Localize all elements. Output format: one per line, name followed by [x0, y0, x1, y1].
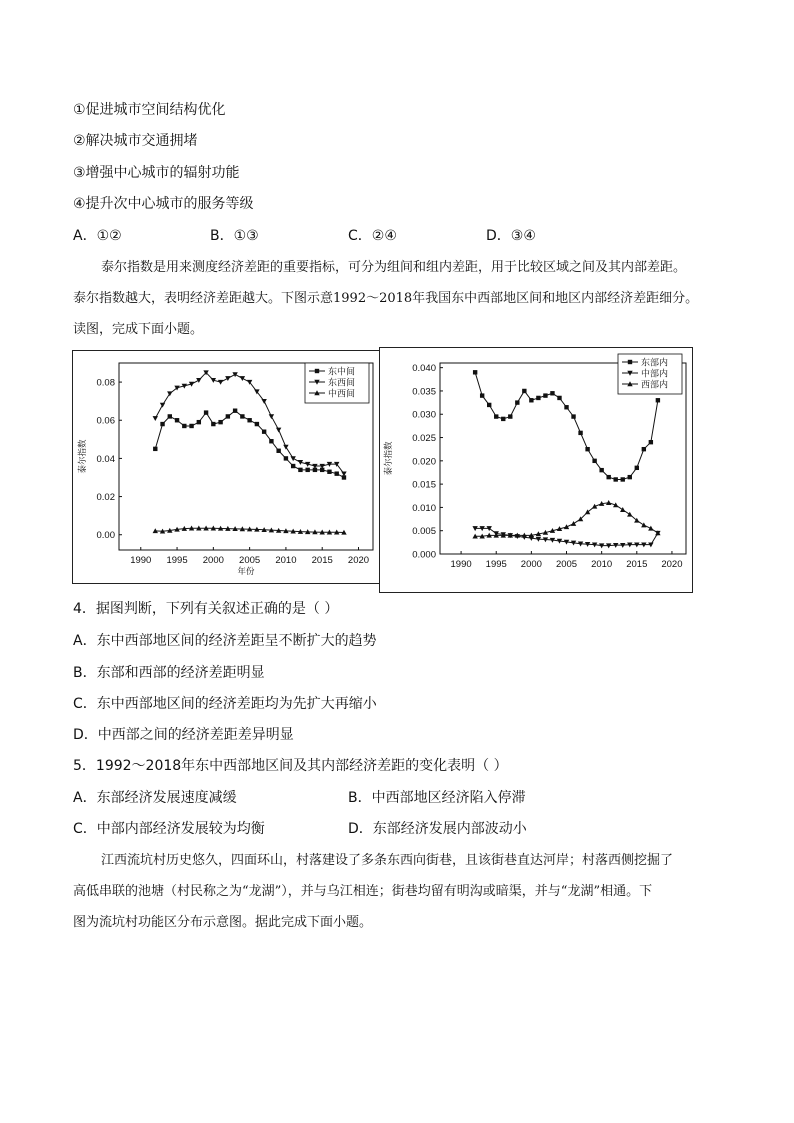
prev-option-a: A．①②: [73, 228, 122, 244]
data-point: [649, 440, 653, 444]
data-point: [635, 466, 639, 470]
y-tick-label: 0.08: [96, 377, 115, 389]
data-point: [529, 398, 533, 402]
data-point: [218, 380, 223, 385]
data-point: [276, 428, 281, 433]
data-point: [218, 420, 222, 424]
data-point: [291, 464, 295, 468]
legend-entry: 东西间: [328, 377, 356, 388]
data-point: [284, 456, 288, 460]
x-tick-label: 1990: [450, 559, 472, 570]
q5-option-c: C．中部内部经济发展较为均衡: [73, 821, 265, 837]
data-point: [153, 447, 157, 451]
x-tick-label: 2010: [591, 559, 613, 570]
q4-option-b: B．东部和西部的经济差距明显: [73, 665, 265, 681]
outro-line-1: 江西流坑村历史悠久，四面环山，村落建设了多条东西向街巷，且该街巷直达河岸；村落西侧挖掘了: [101, 853, 674, 868]
data-point: [557, 396, 561, 400]
data-point: [564, 524, 569, 529]
data-point: [261, 399, 266, 404]
q4-option-c: C．东中西部地区间的经济差距均为先扩大再缩小: [73, 696, 377, 712]
y-tick-label: 0.015: [412, 479, 436, 491]
data-point: [621, 477, 625, 481]
data-point: [153, 416, 158, 421]
x-tick-label: 2020: [661, 559, 683, 570]
x-tick-label: 2015: [311, 555, 333, 566]
data-point: [247, 418, 251, 422]
x-tick-label: 1995: [166, 555, 188, 566]
data-point: [641, 522, 646, 527]
x-tick-label: 2005: [555, 559, 578, 570]
data-point: [515, 400, 519, 404]
y-tick-label: 0.02: [96, 492, 115, 504]
data-point: [276, 449, 280, 453]
data-point: [262, 429, 266, 433]
intro-line-3: 读图，完成下面小题。: [73, 322, 204, 337]
y-tick-label: 0.000: [412, 549, 436, 561]
data-point: [204, 410, 208, 414]
data-point: [335, 471, 339, 475]
data-point: [160, 422, 164, 426]
data-point: [269, 439, 273, 443]
y-tick-label: 0.04: [96, 453, 115, 465]
legend-entry: 东部内: [641, 357, 669, 368]
data-point: [225, 376, 230, 381]
data-point: [189, 424, 193, 428]
data-point: [232, 372, 237, 377]
data-point: [255, 422, 259, 426]
x-tick-label: 1995: [485, 559, 507, 570]
y-tick-label: 0.020: [412, 456, 436, 468]
data-point: [160, 403, 165, 408]
data-point: [536, 396, 540, 400]
data-point: [473, 370, 477, 374]
chart-intraregional-svg: [380, 348, 692, 592]
y-tick-label: 0.035: [412, 386, 436, 398]
data-point: [167, 391, 172, 396]
legend-marker: [315, 369, 319, 373]
q4-stem: 4．据图判断，下列有关叙述正确的是（ ）: [73, 601, 339, 617]
data-point: [585, 447, 589, 451]
y-tick-label: 0.06: [96, 415, 115, 427]
data-point: [543, 393, 547, 397]
stem-line-1: ①促进城市空间结构优化: [73, 102, 226, 118]
stem-line-4: ④提升次中心城市的服务等级: [73, 196, 254, 212]
legend-entry: 西部内: [641, 379, 669, 390]
x-tick-label: 2010: [275, 555, 297, 566]
q5-option-a: A．东部经济发展速度减缓: [73, 790, 237, 806]
y-tick-label: 0.005: [412, 526, 436, 538]
y-tick-label: 0.025: [412, 433, 436, 445]
data-point: [656, 398, 660, 402]
q4-option-a: A．东中西部地区间的经济差距呈不断扩大的趋势: [73, 633, 377, 649]
x-tick-label: 2020: [347, 555, 370, 566]
x-tick-label: 2005: [239, 555, 261, 566]
data-point: [599, 468, 603, 472]
outro-line-3: 图为流坑村功能区分布示意图。据此完成下面小题。: [73, 915, 373, 930]
data-point: [182, 424, 186, 428]
data-point: [571, 414, 575, 418]
legend-entry: 中部内: [641, 368, 669, 379]
data-point: [642, 447, 646, 451]
stem-line-2: ②解决城市交通拥堵: [73, 133, 198, 149]
data-point: [606, 475, 610, 479]
chart-interregional-svg: [73, 351, 379, 583]
data-point: [487, 403, 491, 407]
intro-line-1: 泰尔指数是用来测度经济差距的重要指标，可分为组间和组内差距，用于比较区域之间及其内部差距。: [101, 260, 687, 275]
chart-intraregional: [379, 347, 693, 593]
data-point: [290, 456, 295, 461]
stem-line-3: ③增强中心城市的辐射功能: [73, 165, 240, 181]
legend-entry: 中西间: [328, 388, 356, 399]
data-point: [327, 470, 331, 474]
q5-stem: 5．1992～2018年东中西部地区间及其内部经济差距的变化表明（ ）: [73, 758, 508, 774]
data-point: [211, 422, 215, 426]
series-line-2: [475, 503, 658, 537]
prev-option-b: B．①③: [210, 228, 259, 244]
data-point: [522, 389, 526, 393]
data-point: [564, 405, 568, 409]
x-tick-label: 2015: [626, 559, 648, 570]
q4-option-d: D．中西部之间的经济差距差异明显: [73, 727, 294, 743]
data-point: [298, 468, 302, 472]
data-point: [627, 512, 632, 517]
data-point: [550, 391, 554, 395]
data-point: [240, 414, 244, 418]
q5-option-d: D．东部经济发展内部波动小: [348, 821, 527, 837]
data-point: [620, 507, 625, 512]
data-point: [628, 475, 632, 479]
data-point: [168, 414, 172, 418]
data-point: [269, 414, 274, 419]
data-point: [571, 521, 576, 526]
outro-line-2: 高低串联的池塘（村民称之为“龙湖”），并与乌江相连；街巷均留有明沟或暗渠，并与“龙湖”相通。下: [73, 884, 653, 899]
data-point: [508, 414, 512, 418]
data-point: [197, 420, 201, 424]
data-point: [283, 445, 288, 450]
y-tick-label: 0.00: [96, 530, 115, 542]
data-point: [305, 468, 309, 472]
x-tick-label: 2000: [202, 555, 224, 566]
data-point: [494, 414, 498, 418]
prev-option-d: D．③④: [486, 228, 536, 244]
data-point: [578, 431, 582, 435]
x-tick-label: 1990: [130, 555, 152, 566]
data-point: [648, 526, 653, 531]
data-point: [196, 378, 201, 383]
intro-line-2: 泰尔指数越大，表明经济差距越大。下图示意1992～2018年我国东中西部地区间和地区内部经济差距细分。: [73, 291, 699, 306]
chart-interregional: [72, 350, 380, 584]
data-point: [614, 477, 618, 481]
y-tick-label: 0.040: [412, 363, 436, 375]
x-axis-label: 年份: [237, 566, 255, 576]
data-point: [501, 417, 505, 421]
y-tick-label: 0.030: [412, 409, 436, 421]
data-point: [175, 418, 179, 422]
y-tick-label: 0.010: [412, 502, 436, 514]
legend-entry: 东中间: [328, 366, 356, 377]
q5-option-b: B．中西部地区经济陷入停滞: [348, 790, 526, 806]
data-point: [592, 459, 596, 463]
x-tick-label: 2000: [520, 559, 542, 570]
data-point: [226, 414, 230, 418]
legend-marker: [628, 360, 632, 364]
data-point: [240, 376, 245, 381]
y-axis-label: 泰尔指数: [383, 441, 393, 476]
data-point: [233, 409, 237, 413]
y-axis-label: 泰尔指数: [77, 439, 87, 474]
prev-option-c: C．②④: [348, 228, 397, 244]
data-point: [480, 393, 484, 397]
